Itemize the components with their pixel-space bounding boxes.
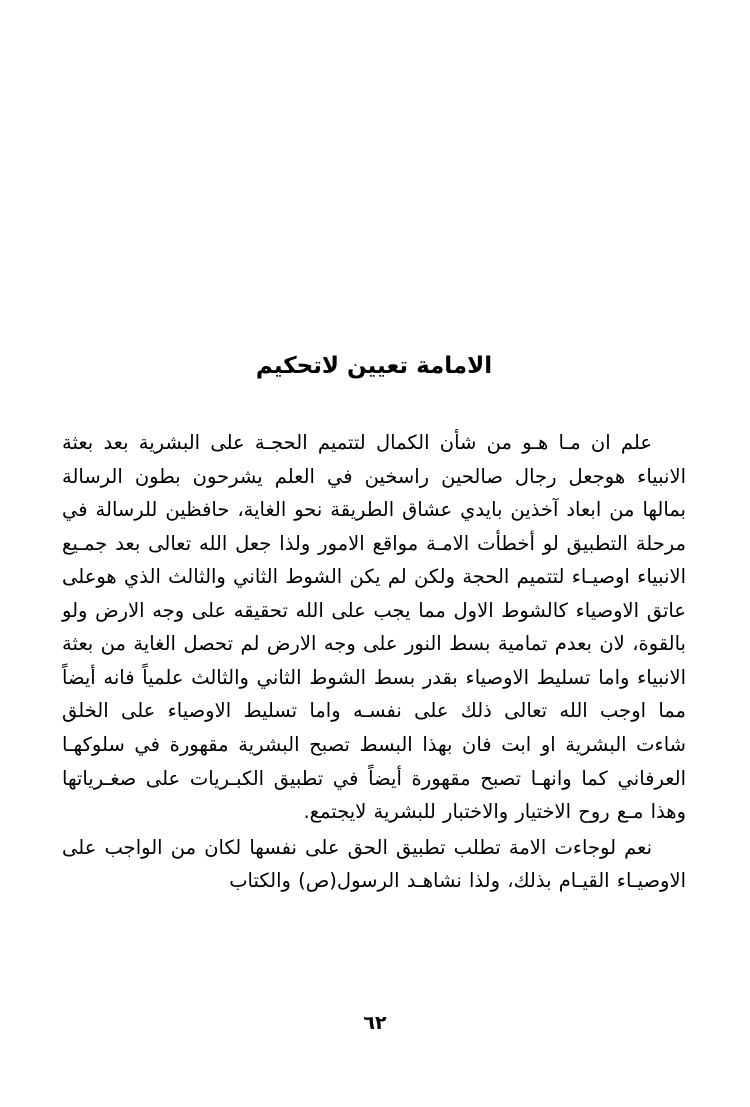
body-paragraph-2 [62,831,686,898]
page-content [62,350,686,898]
paragraph-text: علم ان مـا هـو من شأن الكمال لتتميم الحجـة على البشرية بعد بعثة الانبياء هوجعل رجال صالحين راسخين في العلم يشرحون بطون الرسالة بمالها من ابعاد آخذين بايدي عشاق الطريقة نحو الغاية، حافظين للرسالة في مرحلة التطبيق لو أخطأت الامـة مواقع الامور ولذا جعل الله تعالى بعد جمـيع الانبياء اوصيـاء لتتميم الحجة ولكن لم يكن الشوط الثاني والثالث الذي هوعلى عاتق الاوصياء كالشوط الاول مما يجب على الله تحقيقه على وجه الارض ولو بالقوة، لان بعدم تمامية بسط النور على وجه الارض لم تحصل الغاية من بعثة الانبياء واما تسليط الاوصياء بقدر بسط الشوط الثاني والثالث علمياً فانه أيضاً مما اوجب الله تعالى ذلك على نفسـه واما تسليط الاوصياء على الخلق شاءت البشرية او ابت فان بهذا البسط تصبح البشرية مقهورة في سلوكهـا العرفاني كما وانهـا تصبح مقهورة أيضاً في تطبيق الكبـريات على صغـرياتها وهذا مـع روح الاختيار والاختبار للبشرية لايجتمع. [62,431,686,824]
paragraph-text: نعم لوجاءت الامة تطلب تطبيق الحق على نفسها لكان من الواجب على الاوصيـاء القيـام بذلك، ولذا نشاهـد الرسول(ص) والكتاب [62,835,686,893]
page-title: الامامة تعيين لاتحكيم [255,353,493,379]
page-number: ٦٢ [363,1012,387,1034]
body-paragraph-1 [62,426,686,828]
